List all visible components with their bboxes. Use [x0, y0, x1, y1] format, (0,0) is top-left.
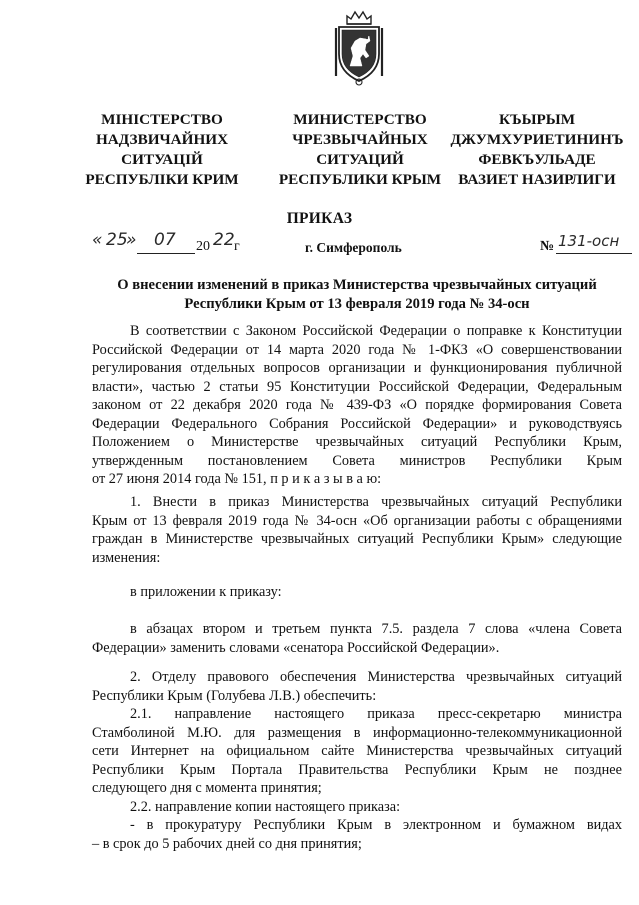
- item-2-1-paragraph: [92, 705, 622, 798]
- text-line: В соответствии с Законом Российской Федерации о поправке к Конституции: [130, 323, 622, 339]
- header-left-line: МІНІСТЕРСТВО: [101, 111, 223, 128]
- text-line: Федерации Федерального Собрания Российской Федерации» и руководствуясь: [92, 415, 622, 432]
- header-left-line: НАДЗВИЧАЙНИХ: [95, 131, 229, 148]
- text-line: утвержденным постановлением Совета министров Республики Крым: [92, 452, 622, 469]
- text-line: Положением о Министерстве чрезвычайных ситуаций Республики Крым,: [92, 434, 622, 450]
- text-line: следующего дня с момента принятия;: [92, 780, 322, 796]
- text-line: – в срок до 5 рабочих дней со дня принятия;: [92, 835, 362, 852]
- preamble-paragraph: [92, 322, 622, 489]
- appendix-intro: [92, 583, 622, 602]
- item-1-paragraph: [92, 493, 622, 567]
- text-line: Республики Крым (Голубева Л.В.) обеспечить:: [92, 687, 377, 704]
- subject-line: Республики Крым от 13 февраля 2019 года № 34-осн: [184, 296, 530, 312]
- header-right-line: ФЕВКЪУЛЬАДЕ: [478, 151, 596, 168]
- header-center-line: ЧРЕЗВЫЧАЙНЫХ: [292, 131, 428, 148]
- text-line: 2.2. направление копии настоящего приказа:: [130, 799, 401, 815]
- text-line: Федерации» заменить словами «сенатора Российской Федерации».: [92, 639, 500, 656]
- text-line: Стамболиной М.Ю. для размещения в информационно-телекоммуникационной: [92, 724, 622, 741]
- text-line: Крым от 13 февраля 2019 года № 34-осн «Об организации работы с обращениями: [92, 512, 622, 529]
- item-2-2-a-paragraph: [92, 816, 622, 853]
- text-line: законом от 22 декабря 2020 года № 439-ФЗ «О порядке формирования Совета: [92, 397, 622, 413]
- text-line: 1. Внести в приказ Министерства чрезвычайных ситуаций Республики: [130, 494, 622, 510]
- number-underline: [556, 253, 632, 254]
- header-left-line: СИТУАЦІЙ: [121, 151, 203, 168]
- header-center-line: РЕСПУБЛИКИ КРЫМ: [278, 171, 442, 188]
- order-date: [92, 230, 262, 257]
- header-center-line: МИНИСТЕРСТВО: [293, 111, 427, 128]
- text-line: изменения:: [92, 549, 161, 566]
- date-month-underline: [137, 253, 195, 254]
- subject-line: О внесении изменений в приказ Министерства чрезвычайных ситуаций: [117, 277, 597, 293]
- text-line: от 27 июня 2014 года № 151, п р и к а з ы в а ю:: [92, 471, 382, 487]
- text-line: регулирования отдельных вопросов организации и функционирования публичной: [92, 360, 622, 376]
- header-right-line: КЪЫРЫМ: [498, 111, 576, 128]
- order-subject: [92, 276, 622, 314]
- header-right-dept: [430, 110, 639, 190]
- text-line: 2.1. направление настоящего приказа пресс-секретарю министра: [130, 706, 622, 722]
- header-left-line: РЕСПУБЛІКИ КРИМ: [85, 171, 239, 188]
- date-year-unit: г: [234, 239, 240, 254]
- order-title: ПРИКАЗ: [286, 210, 353, 227]
- date-close-quote: »: [126, 230, 137, 250]
- date-month: 07: [154, 230, 176, 250]
- header-left-dept: [55, 110, 269, 190]
- date-year-suffix: 22: [213, 230, 235, 250]
- text-line: 2. Отделу правового обеспечения Министерства чрезвычайных ситуаций: [130, 669, 622, 685]
- date-number-row: [0, 230, 639, 259]
- text-line: - в прокуратуру Республики Крым в электронном и бумажном видах: [130, 817, 622, 833]
- item-2-2-paragraph: [92, 798, 622, 817]
- change-paragraph: [92, 620, 622, 657]
- number-value: 131-осн: [558, 232, 620, 250]
- date-day: 25: [106, 230, 128, 250]
- text-line: власти», частью 2 статьи 95 Конституции Российской Федерации, Федеральным: [92, 378, 622, 395]
- date-open-quote: «: [92, 230, 103, 250]
- header-center-line: СИТУАЦИЙ: [316, 151, 404, 168]
- header-right-line: ВАЗИЕТ НАЗИРЛИГИ: [458, 171, 616, 188]
- header-right-line: ДЖУМХУРИЕТИНИНЪ: [450, 131, 624, 148]
- text-line: сети Интернет на официальном сайте Министерства чрезвычайных ситуаций: [92, 743, 622, 759]
- number-sign: №: [540, 239, 555, 254]
- text-line: Российской Федерации от 14 марта 2020 года № 1-ФКЗ «О совершенствовании: [92, 341, 622, 358]
- text-line: граждан в Министерстве чрезвычайных ситуаций Республики Крым» следующие: [92, 531, 622, 547]
- date-year-prefix: 20: [196, 239, 210, 254]
- text-line: в приложении к приказу:: [130, 584, 282, 600]
- text-line: Республики Крым Портала Правительства Республики Крым не позднее: [92, 761, 622, 778]
- text-line: в абзацах втором и третьем пункта 7.5. раздела 7 слова «члена Совета: [130, 621, 622, 637]
- order-number: [540, 232, 635, 257]
- coat-of-arms-emblem: [333, 8, 385, 86]
- item-2-paragraph: [92, 668, 622, 705]
- order-city: г. Симферополь: [305, 240, 402, 255]
